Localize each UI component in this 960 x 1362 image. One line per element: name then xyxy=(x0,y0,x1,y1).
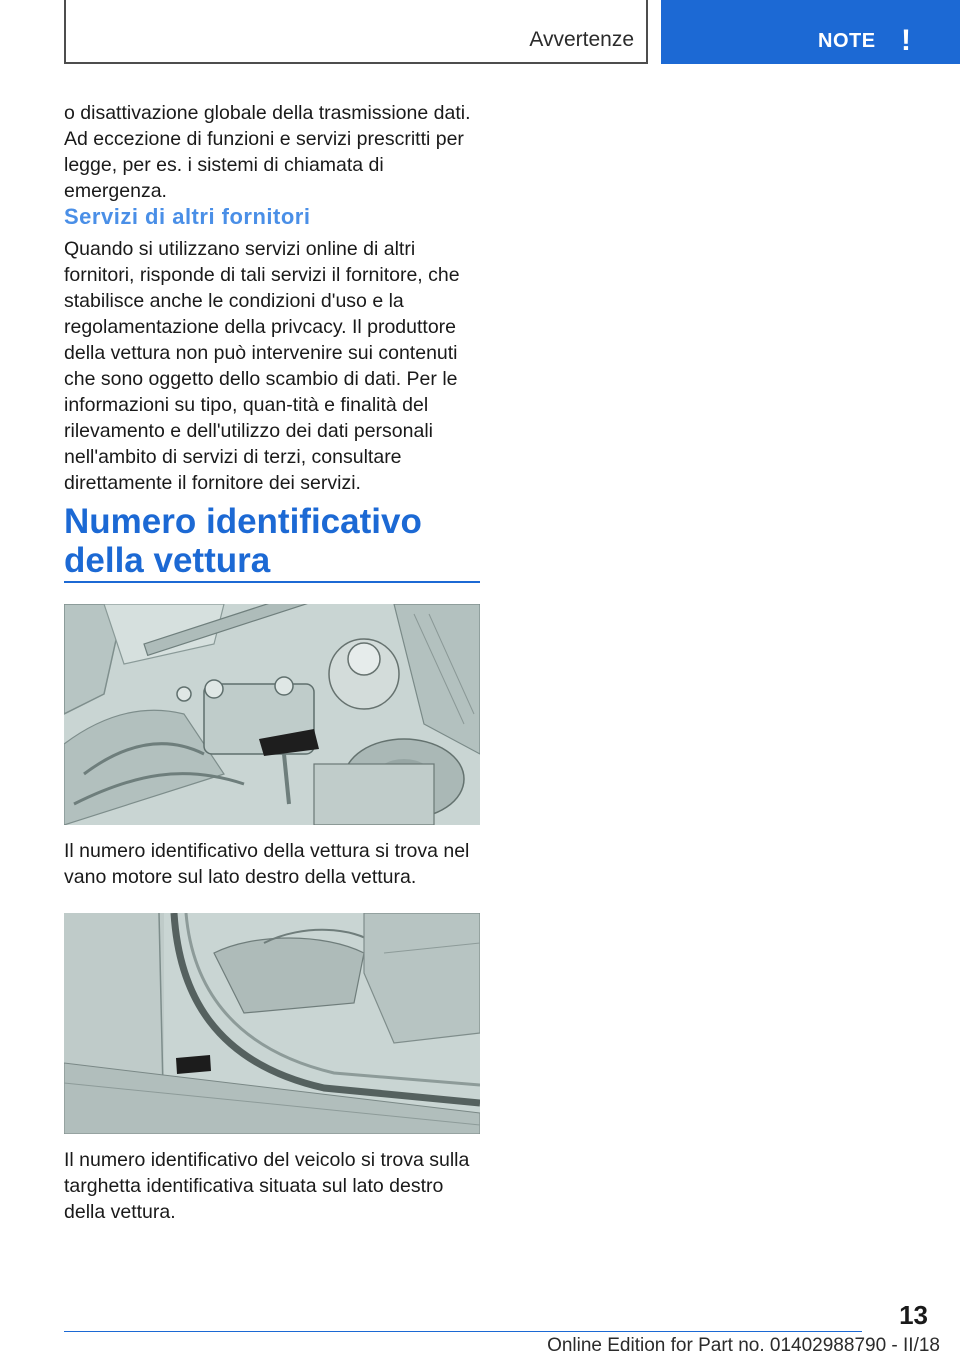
footer-edition: Online Edition for Part no. 01402988790 - II/18 xyxy=(547,1335,940,1356)
footer-rule xyxy=(64,1331,862,1332)
header-note-tab xyxy=(661,0,960,64)
intro-paragraph: o disattivazione globale della trasmissione dati. Ad eccezione di funzioni e servizi prescritti per legge, per es. i sistemi di chiamata di emergenza. xyxy=(64,102,471,202)
heading-rule xyxy=(64,581,480,583)
third-party-block xyxy=(64,236,480,496)
header-section-label: Avvertenze xyxy=(529,28,634,51)
engine-bay-illustration xyxy=(64,604,480,825)
note-tab-label: NOTE xyxy=(818,30,876,52)
page-number: 13 xyxy=(899,1300,928,1330)
door-caption-block xyxy=(64,1147,480,1225)
exclamation-icon: ! xyxy=(901,24,911,57)
door-sill-illustration xyxy=(64,913,480,1134)
engine-caption-block xyxy=(64,838,480,890)
third-party-heading: Servizi di altri fornitori xyxy=(64,204,311,229)
header-section-box xyxy=(64,0,648,64)
vin-section-heading: Numero identificativo della vettura xyxy=(64,502,422,580)
third-party-paragraph: Quando si utilizzano servizi online di altri fornitori, risponde di tali servizi il fornitore, che stabilisce anche le condizioni d'uso e la regolamentazione della privcacy. Il produttore della vettura non può intervenire sui contenuti che sono oggetto dello scambio di dati. Per le informazioni su tipo, quan-tità e finalità del rilevamento e dell'utilizzo dei dati personali nell'ambito di servizi di terzi, consultare direttamente il fornitore dei servizi. xyxy=(64,238,460,494)
intro-block xyxy=(64,100,480,204)
engine-bay-caption: Il numero identificativo della vettura si trova nel vano motore sul lato destro della vettura. xyxy=(64,840,470,888)
door-sill-caption: Il numero identificativo del veicolo si trova sulla targhetta identificativa situata sul lato destro della vettura. xyxy=(64,1149,470,1223)
